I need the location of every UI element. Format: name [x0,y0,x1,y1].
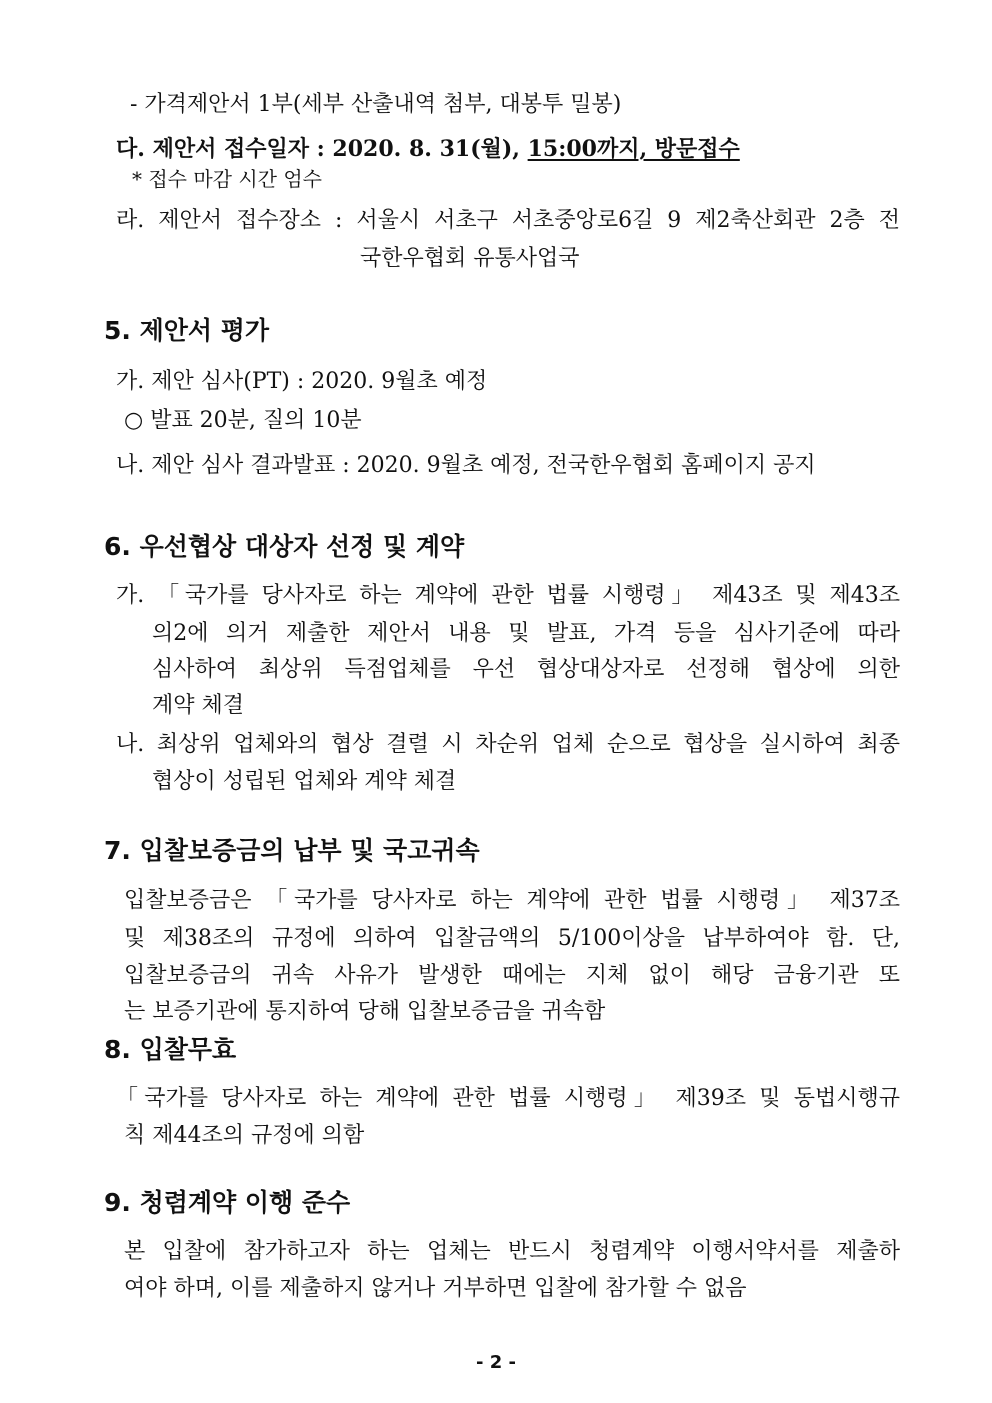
section-6-heading: 6. 우선협상 대상자 선정 및 계약 [104,532,465,561]
submission-place-line1: 라. 제안서 접수장소 : 서울시 서초구 서초중앙로6길 9 제2축산회관 2층 전 [116,208,900,233]
proposal-review-item: 가. 제안 심사(PT) : 2020. 9월초 예정 [116,369,488,394]
review-result-item: 나. 제안 심사 결과발표 : 2020. 9월초 예정, 전국한우협회 홈페이지 공지 [116,453,816,478]
section-6-ga-line1: 가. 「국가를 당사자로 하는 계약에 관한 법률 시행령」 제43조 및 제43조 [116,583,900,608]
section-7-line2: 및 제38조의 규정에 의하여 입찰금액의 5/100이상을 납부하여야 함. 단, [124,926,900,951]
section-6-ga-line4: 계약 체결 [152,693,245,718]
section-8-line1: 「국가를 당사자로 하는 계약에 관한 법률 시행령」 제39조 및 동법시행규 [116,1086,900,1111]
section-6-na-line2: 협상이 성립된 업체와 계약 체결 [152,769,457,794]
section-7-line3: 입찰보증금의 귀속 사유가 발생한 때에는 지체 없이 해당 금융기관 또 [124,963,900,988]
submission-date-item [116,134,740,164]
section-7-heading: 7. 입찰보증금의 납부 및 국고귀속 [104,836,480,865]
submission-place-line2: 국한우협회 유통사업국 [360,246,580,271]
section-6-ga-line3: 심사하여 최상위 득점업체를 우선 협상대상자로 선정해 협상에 의한 [152,657,900,682]
section-5-heading: 5. 제안서 평가 [104,316,270,345]
page-number: - 2 - [476,1352,516,1373]
section-7-line4: 는 보증기관에 통지하여 당해 입찰보증금을 귀속함 [124,999,606,1024]
section-8-heading: 8. 입찰무효 [104,1035,237,1064]
price-proposal-item: - 가격제안서 1부(세부 산출내역 첨부, 대봉투 밀봉) [130,92,622,117]
section-9-heading: 9. 청렴계약 이행 준수 [104,1188,351,1217]
submission-date-text: 다. 제안서 접수일자 : 2020. 8. 31(월), [116,136,528,162]
section-6-na-line1: 나. 최상위 업체와의 협상 결렬 시 차순위 업체 순으로 협상을 실시하여 최종 [116,732,900,757]
section-9-line1: 본 입찰에 참가하고자 하는 업체는 반드시 청렴계약 이행서약서를 제출하 [124,1239,900,1264]
presentation-bullet: ○ 발표 20분, 질의 10분 [124,408,362,433]
submission-deadline-text: 15:00까지, 방문접수 [527,136,740,162]
section-7-line1: 입찰보증금은 「국가를 당사자로 하는 계약에 관한 법률 시행령」 제37조 [124,888,900,913]
deadline-note: * 접수 마감 시간 엄수 [132,167,322,191]
section-9-line2: 여야 하며, 이를 제출하지 않거나 거부하면 입찰에 참가할 수 없음 [124,1276,747,1301]
section-6-ga-line2: 의2에 의거 제출한 제안서 내용 및 발표, 가격 등을 심사기준에 따라 [152,621,900,646]
section-8-line2: 칙 제44조의 규정에 의함 [124,1123,365,1148]
